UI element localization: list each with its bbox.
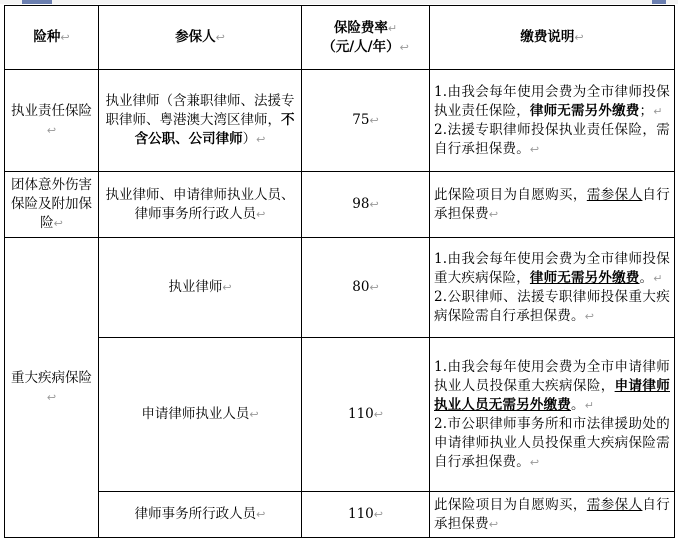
cell-insured: 申请律师执业人员↩ [99,338,302,492]
cell-rate: 80↩ [302,238,430,338]
cell-insured: 执业律师、申请律师执业人员、律师事务所行政人员↩ [99,172,302,238]
table-row [5,492,675,538]
cell-rate: 110↩ [302,492,430,538]
table-row [5,172,675,238]
header-insured: 参保人↩ [99,6,302,70]
table-row [5,70,675,172]
ruler-marker-right [652,0,666,4]
cell-insured: 执业律师（含兼职律师、法援专职律师、粤港澳大湾区律师，不含公职、公司律师）↩ [99,70,302,172]
cell-type: 团体意外伤害保险及附加保险↩ [5,172,99,238]
cell-insured: 律师事务所行政人员↩ [99,492,302,538]
table-row [5,338,675,492]
header-rate: 保险费率↵ （元/人/年）↩ [302,6,430,70]
table-row [5,238,675,338]
header-row [5,6,675,70]
cell-rate: 75↩ [302,70,430,172]
cell-notes: 此保险项目为自愿购买，需参保人自行承担保费↩ [430,172,675,238]
page-top-strip [0,0,678,4]
cell-type: 重大疾病保险↩ [5,238,99,538]
cell-notes: 1.由我会每年使用会费为全市律师投保重大疾病保险，律师无需另外缴费。↵ 2.公职律师、法援专职律师投保重大疾病保险需自行承担保费。↩ [430,238,675,338]
cell-type: 执业责任保险↩ [5,70,99,172]
header-type: 险种↩ [5,6,99,70]
cell-insured: 执业律师↩ [99,238,302,338]
ruler-marker-left [22,0,52,4]
cell-notes: 1.由我会每年使用会费为全市律师投保执业责任保险，律师无需另外缴费；↵ 2.法援专职律师投保执业责任保险，需自行承担保费。↩ [430,70,675,172]
cell-notes: 1.由我会每年使用会费为全市申请律师执业人员投保重大疾病保险，申请律师执业人员无需另外缴费。↵ 2.市公职律师事务所和市法律援助处的申请律师执业人员投保重大疾病保险需自行承担保费。↩ [430,338,675,492]
insurance-table [4,5,675,538]
cell-rate: 110↩ [302,338,430,492]
cell-rate: 98↩ [302,172,430,238]
cell-notes: 此保险项目为自愿购买，需参保人自行承担保费↩ [430,492,675,538]
header-notes: 缴费说明↩ [430,6,675,70]
